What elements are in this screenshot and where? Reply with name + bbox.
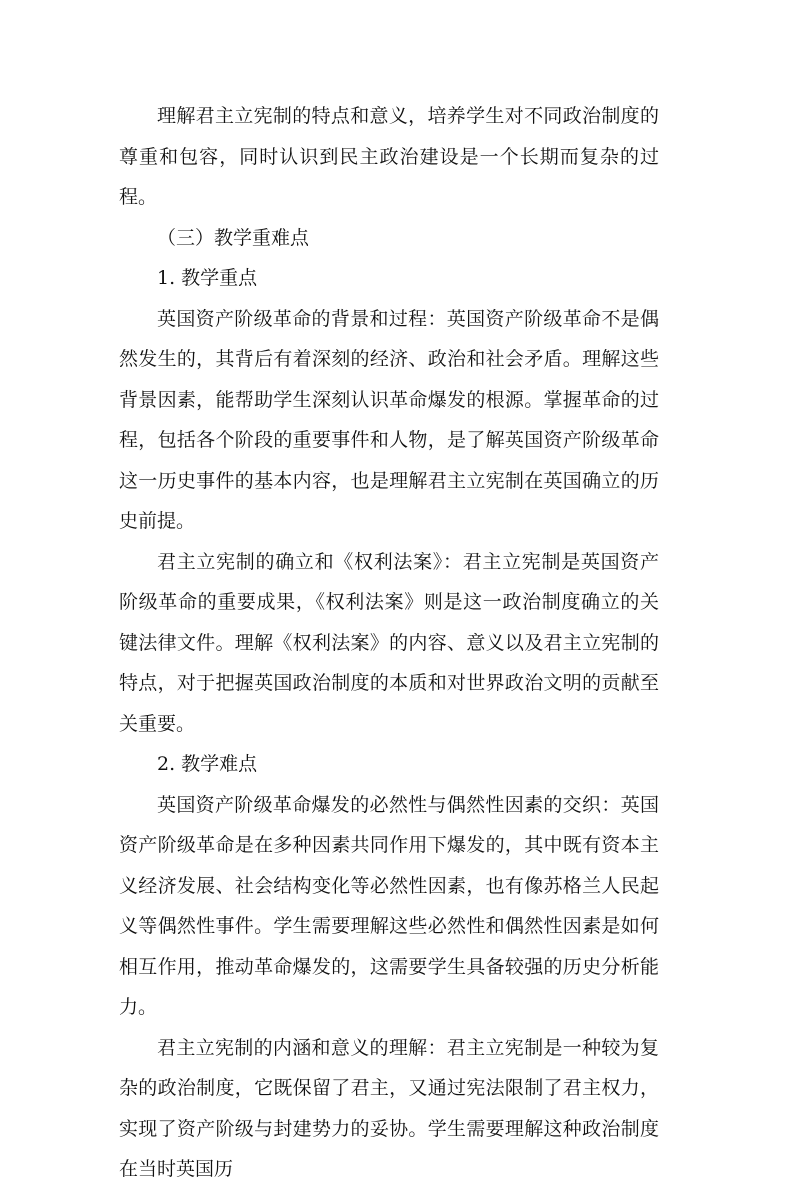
paragraph-constitutional-monarchy: 君主立宪制的内涵和意义的理解：君主立宪制是一种较为复杂的政治制度，它既保留了君主，又通过宪法限制了君主权力，实现了资产阶级与封建势力的妥协。学生需要理解这种政治制度在当时英国历 — [119, 1036, 659, 1180]
paragraph-objective: 理解君主立宪制的特点和意义，培养学生对不同政治制度的尊重和包容，同时认识到民主政治建设是一个长期而复杂的过程。 — [119, 105, 659, 208]
paragraph-bill-of-rights: 君主立宪制的确立和《权利法案》：君主立宪制是英国资产阶级革命的重要成果，《权利法案》则是这一政治制度确立的关键法律文件。理解《权利法案》的内容、意义以及君主立宪制的特点，对于把握英国政治制度的本质和对世界政治文明的贡献至关重要。 — [119, 550, 659, 735]
paragraph-necessity-contingency: 英国资产阶级革命爆发的必然性与偶然性因素的交织：英国资产阶级革命是在多种因素共同作用下爆发的，其中既有资本主义经济发展、社会结构变化等必然性因素，也有像苏格兰人民起义等偶然性事件。学生需要理解这些必然性和偶然性因素是如何相互作用，推动革命爆发的，这需要学生具备较强的历史分析能力。 — [119, 793, 659, 1018]
paragraph-revolution-background: 英国资产阶级革命的背景和过程：英国资产阶级革命不是偶然发生的，其背后有着深刻的经济、政治和社会矛盾。理解这些背景因素，能帮助学生深刻认识革命爆发的根源。掌握革命的过程，包括各个阶段的重要事件和人物，是了解英国资产阶级革命这一历史事件的基本内容，也是理解君主立宪制在英国确立的历史前提。 — [119, 307, 659, 532]
document-body — [119, 96, 659, 1190]
subheading-teaching-difficulty: 2. 教学难点 — [157, 753, 258, 775]
subheading-teaching-focus: 1. 教学重点 — [157, 267, 258, 289]
section-heading-key-difficult-points: （三）教学重难点 — [157, 226, 310, 249]
